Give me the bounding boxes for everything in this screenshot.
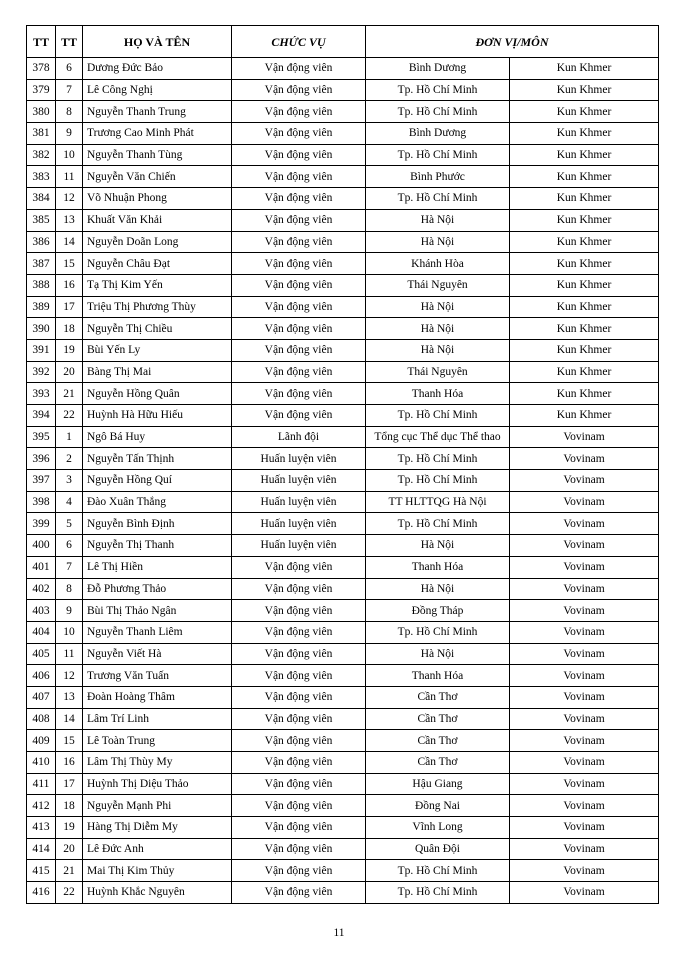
- document-page: [26, 25, 658, 904]
- cell-tt: 16: [56, 752, 83, 774]
- table-row: [27, 513, 659, 535]
- table-row: [27, 860, 659, 882]
- cell-name: Triệu Thị Phương Thùy: [83, 296, 232, 318]
- cell-unit: Thanh Hóa: [366, 383, 510, 405]
- cell-unit: Tp. Hồ Chí Minh: [366, 860, 510, 882]
- table-row: [27, 79, 659, 101]
- table-row: [27, 665, 659, 687]
- cell-unit: Hà Nội: [366, 296, 510, 318]
- cell-sport: Kun Khmer: [510, 58, 659, 80]
- cell-role: Vận động viên: [232, 882, 366, 904]
- cell-tt: 20: [56, 838, 83, 860]
- cell-unit: Tp. Hồ Chí Minh: [366, 470, 510, 492]
- header-row: [27, 26, 659, 58]
- cell-tt: 2: [56, 448, 83, 470]
- cell-stt: 393: [27, 383, 56, 405]
- cell-stt: 385: [27, 209, 56, 231]
- cell-name: Hàng Thị Diễm My: [83, 817, 232, 839]
- table-body: [27, 58, 659, 904]
- cell-role: Vận động viên: [232, 773, 366, 795]
- cell-role: Vận động viên: [232, 621, 366, 643]
- cell-role: Vận động viên: [232, 600, 366, 622]
- header-tt: TT: [56, 26, 83, 58]
- table-row: [27, 470, 659, 492]
- cell-tt: 22: [56, 882, 83, 904]
- cell-sport: Vovinam: [510, 860, 659, 882]
- cell-sport: Vovinam: [510, 513, 659, 535]
- table-row: [27, 101, 659, 123]
- cell-unit: Thái Nguyên: [366, 361, 510, 383]
- cell-name: Nguyễn Châu Đạt: [83, 253, 232, 275]
- cell-role: Vận động viên: [232, 817, 366, 839]
- cell-name: Đoàn Hoàng Thâm: [83, 686, 232, 708]
- table-row: [27, 730, 659, 752]
- table-row: [27, 708, 659, 730]
- cell-role: Vận động viên: [232, 405, 366, 427]
- cell-stt: 384: [27, 188, 56, 210]
- cell-tt: 9: [56, 600, 83, 622]
- table-row: [27, 491, 659, 513]
- cell-unit: Tp. Hồ Chí Minh: [366, 101, 510, 123]
- cell-stt: 389: [27, 296, 56, 318]
- cell-sport: Vovinam: [510, 600, 659, 622]
- cell-sport: Kun Khmer: [510, 231, 659, 253]
- cell-name: Bùi Thị Thảo Ngân: [83, 600, 232, 622]
- cell-tt: 8: [56, 101, 83, 123]
- table-row: [27, 318, 659, 340]
- cell-unit: Bình Dương: [366, 58, 510, 80]
- table-row: [27, 578, 659, 600]
- table-row: [27, 58, 659, 80]
- cell-stt: 410: [27, 752, 56, 774]
- table-row: [27, 296, 659, 318]
- table-row: [27, 361, 659, 383]
- cell-unit: Thanh Hóa: [366, 556, 510, 578]
- cell-name: Lê Đức Anh: [83, 838, 232, 860]
- cell-role: Vận động viên: [232, 101, 366, 123]
- cell-role: Lãnh đội: [232, 426, 366, 448]
- cell-name: Trương Cao Minh Phát: [83, 123, 232, 145]
- cell-sport: Kun Khmer: [510, 339, 659, 361]
- cell-sport: Vovinam: [510, 686, 659, 708]
- cell-tt: 9: [56, 123, 83, 145]
- cell-unit: Tp. Hồ Chí Minh: [366, 79, 510, 101]
- cell-role: Vận động viên: [232, 730, 366, 752]
- cell-role: Vận động viên: [232, 209, 366, 231]
- cell-sport: Vovinam: [510, 578, 659, 600]
- cell-sport: Vovinam: [510, 556, 659, 578]
- cell-name: Nguyễn Văn Chiến: [83, 166, 232, 188]
- table-row: [27, 817, 659, 839]
- cell-role: Vận động viên: [232, 860, 366, 882]
- roster-table: [26, 25, 659, 904]
- cell-role: Vận động viên: [232, 123, 366, 145]
- cell-role: Vận động viên: [232, 253, 366, 275]
- cell-sport: Vovinam: [510, 708, 659, 730]
- cell-unit: Hà Nội: [366, 209, 510, 231]
- cell-unit: Hậu Giang: [366, 773, 510, 795]
- cell-sport: Vovinam: [510, 426, 659, 448]
- cell-tt: 21: [56, 383, 83, 405]
- cell-tt: 1: [56, 426, 83, 448]
- cell-tt: 18: [56, 795, 83, 817]
- cell-unit: Hà Nội: [366, 339, 510, 361]
- cell-unit: Cần Thơ: [366, 730, 510, 752]
- cell-role: Vận động viên: [232, 339, 366, 361]
- cell-tt: 11: [56, 166, 83, 188]
- cell-sport: Kun Khmer: [510, 318, 659, 340]
- cell-role: Vận động viên: [232, 665, 366, 687]
- cell-stt: 402: [27, 578, 56, 600]
- cell-stt: 399: [27, 513, 56, 535]
- cell-unit: Khánh Hòa: [366, 253, 510, 275]
- cell-sport: Kun Khmer: [510, 101, 659, 123]
- cell-name: Lâm Trí Linh: [83, 708, 232, 730]
- cell-unit: Hà Nội: [366, 643, 510, 665]
- cell-sport: Kun Khmer: [510, 296, 659, 318]
- table-row: [27, 253, 659, 275]
- cell-unit: Cần Thơ: [366, 708, 510, 730]
- cell-name: Huỳnh Hà Hữu Hiếu: [83, 405, 232, 427]
- cell-unit: Tp. Hồ Chí Minh: [366, 882, 510, 904]
- cell-name: Mai Thị Kim Thủy: [83, 860, 232, 882]
- cell-name: Nguyễn Thanh Tùng: [83, 144, 232, 166]
- cell-unit: Tp. Hồ Chí Minh: [366, 188, 510, 210]
- cell-stt: 382: [27, 144, 56, 166]
- cell-unit: Hà Nội: [366, 318, 510, 340]
- cell-stt: 390: [27, 318, 56, 340]
- table-row: [27, 383, 659, 405]
- cell-sport: Vovinam: [510, 535, 659, 557]
- cell-tt: 22: [56, 405, 83, 427]
- cell-stt: 397: [27, 470, 56, 492]
- cell-role: Vận động viên: [232, 383, 366, 405]
- cell-name: Đỗ Phương Thảo: [83, 578, 232, 600]
- cell-stt: 414: [27, 838, 56, 860]
- cell-name: Nguyễn Viết Hà: [83, 643, 232, 665]
- cell-stt: 400: [27, 535, 56, 557]
- cell-stt: 415: [27, 860, 56, 882]
- cell-sport: Vovinam: [510, 448, 659, 470]
- table-row: [27, 123, 659, 145]
- cell-unit: Cần Thơ: [366, 686, 510, 708]
- cell-name: Nguyễn Hồng Quân: [83, 383, 232, 405]
- cell-tt: 12: [56, 188, 83, 210]
- cell-sport: Kun Khmer: [510, 405, 659, 427]
- cell-unit: Tp. Hồ Chí Minh: [366, 621, 510, 643]
- cell-role: Huấn luyện viên: [232, 491, 366, 513]
- table-row: [27, 535, 659, 557]
- cell-sport: Vovinam: [510, 665, 659, 687]
- cell-name: Huỳnh Thị Diệu Thảo: [83, 773, 232, 795]
- cell-unit: Thanh Hóa: [366, 665, 510, 687]
- cell-unit: Hà Nội: [366, 578, 510, 600]
- table-row: [27, 188, 659, 210]
- cell-tt: 11: [56, 643, 83, 665]
- cell-sport: Vovinam: [510, 773, 659, 795]
- cell-stt: 391: [27, 339, 56, 361]
- table-row: [27, 426, 659, 448]
- cell-stt: 380: [27, 101, 56, 123]
- cell-sport: Vovinam: [510, 643, 659, 665]
- cell-unit: Tp. Hồ Chí Minh: [366, 513, 510, 535]
- cell-stt: 395: [27, 426, 56, 448]
- cell-sport: Vovinam: [510, 491, 659, 513]
- table-row: [27, 231, 659, 253]
- cell-sport: Vovinam: [510, 730, 659, 752]
- cell-role: Vận động viên: [232, 708, 366, 730]
- cell-sport: Kun Khmer: [510, 123, 659, 145]
- table-row: [27, 600, 659, 622]
- cell-tt: 12: [56, 665, 83, 687]
- cell-role: Vận động viên: [232, 795, 366, 817]
- cell-sport: Kun Khmer: [510, 361, 659, 383]
- cell-sport: Kun Khmer: [510, 274, 659, 296]
- table-row: [27, 274, 659, 296]
- cell-role: Huấn luyện viên: [232, 535, 366, 557]
- table-row: [27, 339, 659, 361]
- cell-stt: 401: [27, 556, 56, 578]
- cell-role: Vận động viên: [232, 318, 366, 340]
- cell-tt: 7: [56, 556, 83, 578]
- cell-unit: Hà Nội: [366, 231, 510, 253]
- table-row: [27, 686, 659, 708]
- cell-sport: Vovinam: [510, 817, 659, 839]
- cell-name: Nguyễn Thị Chiều: [83, 318, 232, 340]
- cell-name: Lê Công Nghị: [83, 79, 232, 101]
- cell-name: Trương Văn Tuấn: [83, 665, 232, 687]
- cell-sport: Kun Khmer: [510, 253, 659, 275]
- table-row: [27, 773, 659, 795]
- cell-role: Vận động viên: [232, 556, 366, 578]
- cell-role: Huấn luyện viên: [232, 513, 366, 535]
- cell-name: Võ Nhuận Phong: [83, 188, 232, 210]
- cell-role: Vận động viên: [232, 166, 366, 188]
- cell-role: Vận động viên: [232, 79, 366, 101]
- page-number: 11: [333, 927, 345, 939]
- cell-stt: 383: [27, 166, 56, 188]
- cell-stt: 379: [27, 79, 56, 101]
- cell-unit: Tổng cục Thể dục Thể thao: [366, 426, 510, 448]
- cell-tt: 10: [56, 621, 83, 643]
- cell-stt: 405: [27, 643, 56, 665]
- cell-sport: Vovinam: [510, 882, 659, 904]
- table-row: [27, 448, 659, 470]
- cell-sport: Kun Khmer: [510, 166, 659, 188]
- cell-unit: Vĩnh Long: [366, 817, 510, 839]
- cell-stt: 386: [27, 231, 56, 253]
- cell-tt: 18: [56, 318, 83, 340]
- cell-tt: 5: [56, 513, 83, 535]
- cell-tt: 19: [56, 339, 83, 361]
- cell-unit: Thái Nguyên: [366, 274, 510, 296]
- cell-unit: Tp. Hồ Chí Minh: [366, 405, 510, 427]
- cell-tt: 17: [56, 296, 83, 318]
- cell-stt: 413: [27, 817, 56, 839]
- cell-role: Vận động viên: [232, 838, 366, 860]
- table-row: [27, 621, 659, 643]
- cell-name: Lê Toàn Trung: [83, 730, 232, 752]
- header-name: HỌ VÀ TÊN: [83, 26, 232, 58]
- cell-unit: Quân Đội: [366, 838, 510, 860]
- cell-stt: 404: [27, 621, 56, 643]
- cell-role: Vận động viên: [232, 188, 366, 210]
- cell-name: Lê Thị Hiền: [83, 556, 232, 578]
- cell-sport: Vovinam: [510, 752, 659, 774]
- table-row: [27, 838, 659, 860]
- cell-role: Huấn luyện viên: [232, 448, 366, 470]
- cell-unit: Đồng Tháp: [366, 600, 510, 622]
- cell-role: Vận động viên: [232, 643, 366, 665]
- cell-unit: Bình Dương: [366, 123, 510, 145]
- cell-tt: 4: [56, 491, 83, 513]
- cell-name: Bàng Thị Mai: [83, 361, 232, 383]
- cell-name: Nguyễn Bình Định: [83, 513, 232, 535]
- cell-stt: 408: [27, 708, 56, 730]
- cell-role: Vận động viên: [232, 274, 366, 296]
- cell-tt: 21: [56, 860, 83, 882]
- cell-stt: 403: [27, 600, 56, 622]
- cell-name: Nguyễn Mạnh Phi: [83, 795, 232, 817]
- cell-stt: 412: [27, 795, 56, 817]
- cell-stt: 407: [27, 686, 56, 708]
- cell-name: Đào Xuân Thắng: [83, 491, 232, 513]
- cell-name: Tạ Thị Kim Yến: [83, 274, 232, 296]
- cell-unit: Tp. Hồ Chí Minh: [366, 448, 510, 470]
- cell-stt: 411: [27, 773, 56, 795]
- cell-name: Nguyễn Doãn Long: [83, 231, 232, 253]
- cell-sport: Kun Khmer: [510, 209, 659, 231]
- header-role: CHỨC VỤ: [232, 26, 366, 58]
- cell-stt: 388: [27, 274, 56, 296]
- cell-sport: Vovinam: [510, 470, 659, 492]
- cell-name: Lâm Thị Thùy My: [83, 752, 232, 774]
- cell-name: Bùi Yến Ly: [83, 339, 232, 361]
- cell-sport: Vovinam: [510, 621, 659, 643]
- table-row: [27, 882, 659, 904]
- cell-sport: Vovinam: [510, 795, 659, 817]
- cell-name: Nguyễn Thị Thanh: [83, 535, 232, 557]
- cell-sport: Kun Khmer: [510, 79, 659, 101]
- cell-unit: Cần Thơ: [366, 752, 510, 774]
- table-row: [27, 752, 659, 774]
- cell-role: Vận động viên: [232, 361, 366, 383]
- cell-unit: Đồng Nai: [366, 795, 510, 817]
- header-unit: ĐƠN VỊ/MÔN: [366, 26, 659, 58]
- cell-stt: 398: [27, 491, 56, 513]
- table-row: [27, 643, 659, 665]
- cell-stt: 416: [27, 882, 56, 904]
- cell-tt: 20: [56, 361, 83, 383]
- cell-name: Dương Đức Bảo: [83, 58, 232, 80]
- cell-sport: Kun Khmer: [510, 383, 659, 405]
- cell-tt: 10: [56, 144, 83, 166]
- cell-sport: Vovinam: [510, 838, 659, 860]
- cell-name: Ngô Bá Huy: [83, 426, 232, 448]
- table-row: [27, 556, 659, 578]
- cell-tt: 6: [56, 58, 83, 80]
- table-row: [27, 795, 659, 817]
- cell-unit: Hà Nội: [366, 535, 510, 557]
- cell-tt: 8: [56, 578, 83, 600]
- cell-tt: 6: [56, 535, 83, 557]
- cell-stt: 406: [27, 665, 56, 687]
- cell-role: Vận động viên: [232, 296, 366, 318]
- cell-tt: 13: [56, 209, 83, 231]
- cell-name: Nguyễn Tấn Thịnh: [83, 448, 232, 470]
- cell-sport: Kun Khmer: [510, 188, 659, 210]
- table-header: [27, 26, 659, 58]
- cell-stt: 381: [27, 123, 56, 145]
- table-row: [27, 144, 659, 166]
- table-row: [27, 405, 659, 427]
- cell-role: Vận động viên: [232, 144, 366, 166]
- cell-role: Vận động viên: [232, 58, 366, 80]
- cell-unit: TT HLTTQG Hà Nội: [366, 491, 510, 513]
- cell-sport: Kun Khmer: [510, 144, 659, 166]
- cell-tt: 3: [56, 470, 83, 492]
- cell-unit: Tp. Hồ Chí Minh: [366, 144, 510, 166]
- cell-stt: 394: [27, 405, 56, 427]
- cell-stt: 387: [27, 253, 56, 275]
- cell-stt: 396: [27, 448, 56, 470]
- cell-name: Nguyễn Thanh Liêm: [83, 621, 232, 643]
- table-row: [27, 209, 659, 231]
- cell-tt: 7: [56, 79, 83, 101]
- cell-tt: 16: [56, 274, 83, 296]
- cell-tt: 15: [56, 253, 83, 275]
- cell-role: Vận động viên: [232, 578, 366, 600]
- cell-role: Vận động viên: [232, 231, 366, 253]
- cell-tt: 17: [56, 773, 83, 795]
- cell-role: Vận động viên: [232, 686, 366, 708]
- cell-name: Nguyễn Thanh Trung: [83, 101, 232, 123]
- cell-tt: 14: [56, 231, 83, 253]
- cell-name: Huỳnh Khắc Nguyên: [83, 882, 232, 904]
- cell-stt: 409: [27, 730, 56, 752]
- cell-tt: 13: [56, 686, 83, 708]
- cell-unit: Bình Phước: [366, 166, 510, 188]
- cell-stt: 392: [27, 361, 56, 383]
- cell-stt: 378: [27, 58, 56, 80]
- table-row: [27, 166, 659, 188]
- cell-tt: 14: [56, 708, 83, 730]
- cell-name: Nguyễn Hồng Quí: [83, 470, 232, 492]
- cell-role: Huấn luyện viên: [232, 470, 366, 492]
- cell-name: Khuất Văn Khải: [83, 209, 232, 231]
- header-stt: TT: [27, 26, 56, 58]
- cell-tt: 19: [56, 817, 83, 839]
- cell-role: Vận động viên: [232, 752, 366, 774]
- cell-tt: 15: [56, 730, 83, 752]
